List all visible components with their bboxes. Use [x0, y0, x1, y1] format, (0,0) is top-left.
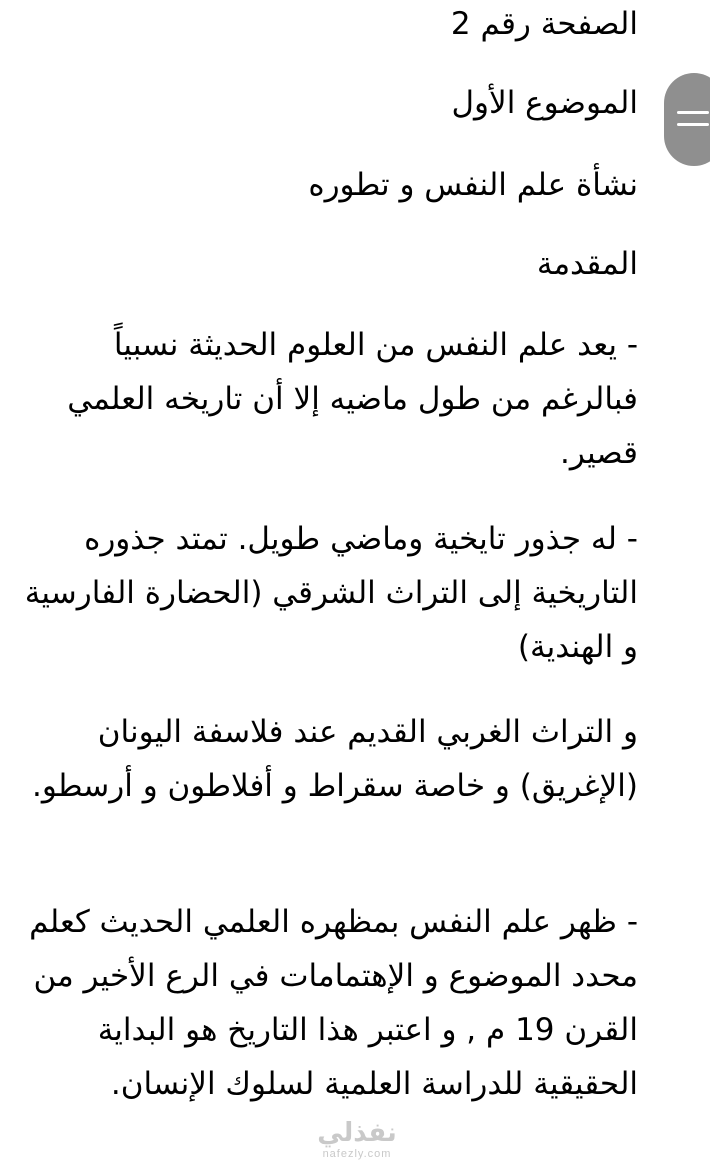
paragraph: - يعد علم النفس من العلوم الحديثة نسبياً فبالرغم من طول ماضيه إلا أن تاريخه العلمي قصير. [67, 327, 638, 471]
paragraph: و التراث الغربي القديم عند فلاسفة اليونان (الإغريق) و خاصة سقراط و أفلاطون و أرسطو. [32, 714, 638, 804]
paragraph: - ظهر علم النفس بمظهره العلمي الحديث كعلم محدد الموضوع و الإهتمامات في الرع الأخير من القرن 19 م , و اعتبر هذا التاريخ هو البداية الحقيقية للدراسة العلمية لسلوك الإنسان. [29, 904, 638, 1102]
drag-handle-icon [677, 123, 709, 126]
scroll-handle[interactable] [664, 73, 710, 166]
watermark-text: نفذلي [317, 1118, 397, 1148]
intro-heading: المقدمة [536, 246, 638, 282]
paragraph: - له جذور تايخية وماضي طويل. تمتد جذوره التاريخية إلى التراث الشرقي (الحضارة الفارسية و الهندية) [24, 521, 638, 665]
watermark-logo [312, 1118, 402, 1168]
title-line: نشأة علم النفس و تطوره [308, 167, 638, 203]
watermark-subtext: nafezly.com [322, 1148, 392, 1160]
drag-handle-icon [677, 111, 709, 114]
topic-line: الموضوع الأول [451, 85, 638, 121]
page-number-line: الصفحة رقم 2 [450, 6, 638, 42]
